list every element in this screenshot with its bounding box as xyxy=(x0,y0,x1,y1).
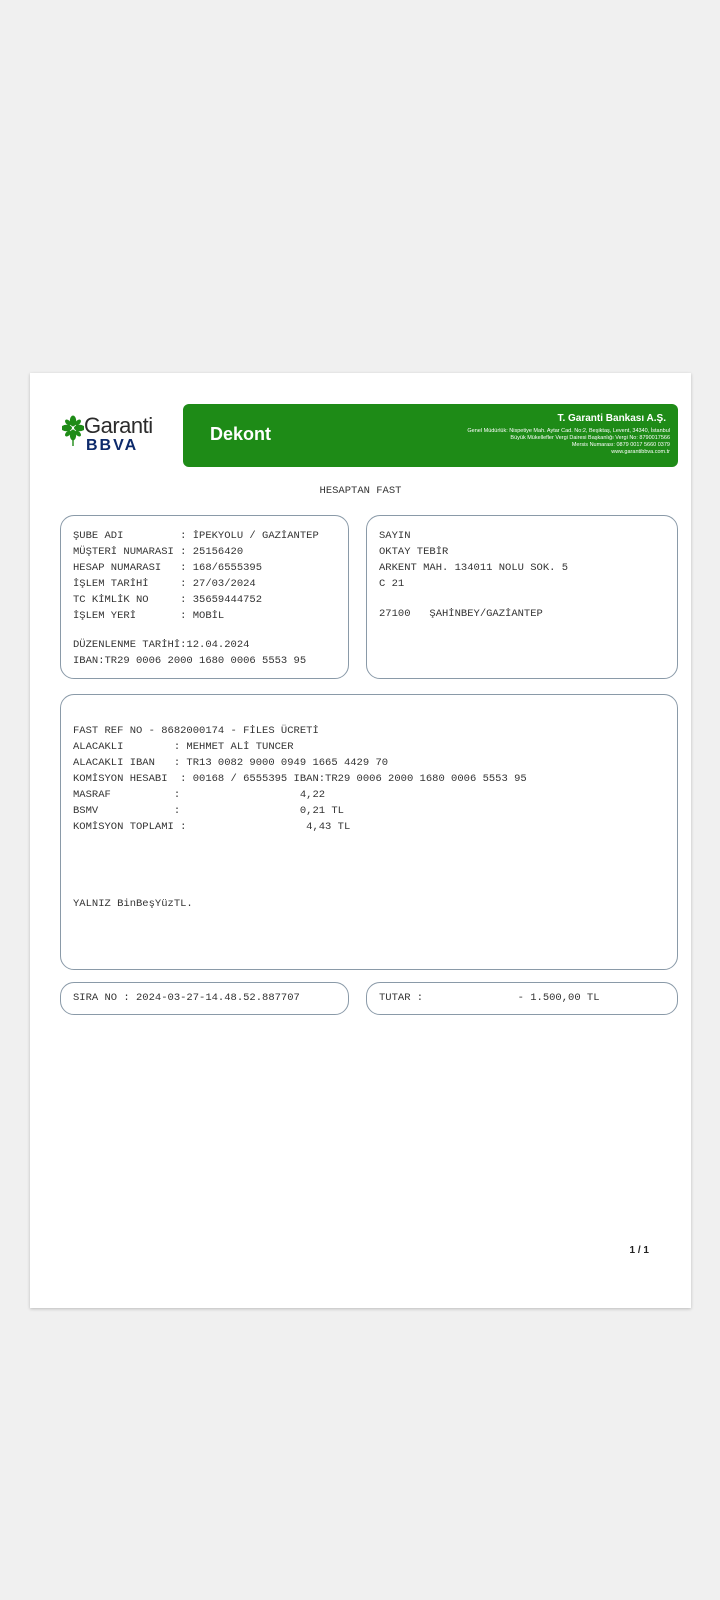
amount-in-words-line: YALNIZ BinBeşYüzTL. xyxy=(73,898,193,910)
logo-garanti-text: Garanti xyxy=(84,413,153,438)
bank-mersis-line: Mersis Numarası: 0879 0017 5660 0379 xyxy=(571,442,670,448)
account-info-box xyxy=(60,515,349,679)
salutation-line: SAYIN xyxy=(379,530,411,542)
banner-title: Dekont xyxy=(210,424,272,444)
recipient-box xyxy=(366,515,678,679)
creditor-line: ALACAKLI : MEHMET ALİ TUNCER xyxy=(73,741,294,753)
issue-date-line: DÜZENLENME TARİHİ:12.04.2024 xyxy=(73,639,250,651)
sequence-number-box xyxy=(60,982,349,1015)
iban-line: IBAN:TR29 0006 2000 1680 0006 5553 95 xyxy=(73,655,307,667)
dekont-banner xyxy=(183,404,678,467)
account-number-line: HESAP NUMARASI : 168/6555395 xyxy=(73,562,263,574)
document-type: HESAPTAN FAST xyxy=(319,485,402,497)
branch-line: ŞUBE ADI : İPEKYOLU / GAZİANTEP xyxy=(73,530,319,542)
sequence-number: SIRA NO : 2024-03-27-14.48.52.887707 xyxy=(73,992,300,1004)
transaction-date-line: İŞLEM TARİHİ : 27/03/2024 xyxy=(73,578,256,590)
recipient-address-line: ARKENT MAH. 134011 NOLU SOK. 5 xyxy=(379,562,569,574)
fee-line: MASRAF : 4,22 xyxy=(73,789,326,801)
page-number: 1 / 1 xyxy=(629,1245,649,1256)
bank-name: T. Garanti Bankası A.Ş. xyxy=(557,413,666,424)
transaction-place-line: İŞLEM YERİ : MOBİL xyxy=(73,610,225,622)
recipient-address-line-2: C 21 xyxy=(379,578,405,590)
customer-number-line: MÜŞTERİ NUMARASI : 25156420 xyxy=(73,546,244,558)
amount-total: TUTAR : - 1.500,00 TL xyxy=(379,992,600,1004)
amount-box xyxy=(366,982,678,1015)
commission-total-line: KOMİSYON TOPLAMI : 4,43 TL xyxy=(73,821,351,833)
bsmv-line: BSMV : 0,21 TL xyxy=(73,805,344,817)
recipient-city-line: 27100 ŞAHİNBEY/GAZİANTEP xyxy=(379,608,543,620)
garanti-bbva-logo xyxy=(62,413,172,463)
clover-icon xyxy=(62,415,84,447)
bank-address-line: Genel Müdürlük: Nispetiye Mah. Aytar Cad. No:2, Beşiktaş, Levent, 34340, İstanbul xyxy=(467,428,670,434)
receipt-page xyxy=(30,373,691,1308)
logo-bbva-text: BBVA xyxy=(86,437,139,454)
bank-tax-line: Büyük Mükellefler Vergi Dairesi Başkanlığı Vergi No: 8790017566 xyxy=(510,435,670,441)
fast-ref-line: FAST REF NO - 8682000174 - FİLES ÜCRETİ xyxy=(73,725,319,737)
commission-account-line: KOMİSYON HESABI : 00168 / 6555395 IBAN:TR29 0006 2000 1680 0006 5553 95 xyxy=(73,773,527,785)
bank-website-line: www.garantibbva.com.tr xyxy=(611,449,670,455)
tc-id-line: TC KİMLİK NO : 35659444752 xyxy=(73,594,263,606)
recipient-name-line: OKTAY TEBİR xyxy=(379,546,449,558)
creditor-iban-line: ALACAKLI IBAN : TR13 0082 9000 0949 1665 4429 70 xyxy=(73,757,389,769)
transaction-details-box xyxy=(60,694,678,970)
